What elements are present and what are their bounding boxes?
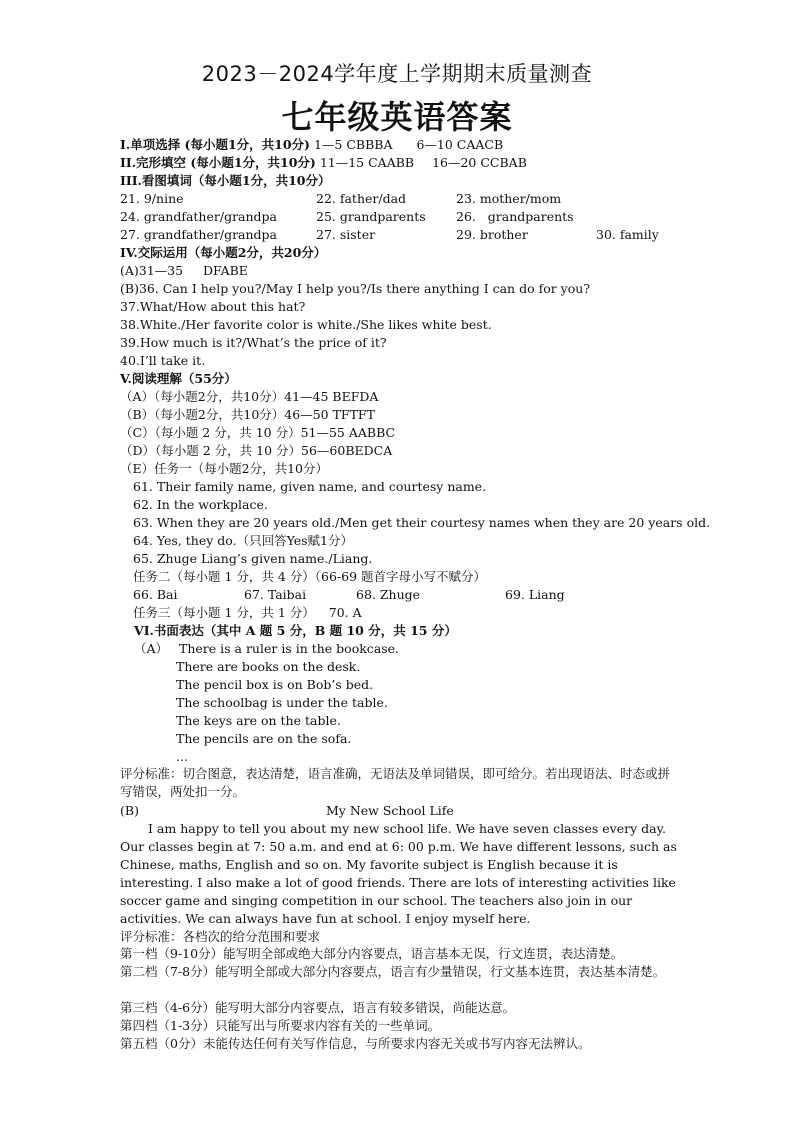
part3-cell: 21. 9/nine [120, 191, 184, 206]
exam-title: 2023－2024学年度上学期期末质量测查 [201, 62, 593, 86]
part5-line: 64. Yes, they do.（只回答Yes赋1分） [133, 533, 353, 548]
part6-a-line: There is a ruler is in the bookcase. [179, 641, 400, 656]
part1-answers-1: 1—5 CBBBA [313, 137, 393, 152]
part4-line: 38.White./Her favorite color is white./She likes white best. [120, 317, 492, 332]
part3-cell: 25. grandparents [316, 209, 426, 224]
part4-line: 40.I’ll take it. [120, 353, 206, 368]
part1-heading: I.单项选择 (每小题1分，共10分) [120, 137, 310, 152]
part5-line: （B）（每小题2分，共10分）46—50 TFTFT [120, 407, 375, 422]
part3-cell: 22. father/dad [316, 191, 407, 206]
part6-a-criteria: 评分标准：切合图意，表达清楚，语言准确，无语法及单词错误，即可给分。若出现语法、时态或拼写错误，两处扣一分。 [120, 766, 671, 799]
part6-a-line: There are books on the desk. [176, 659, 361, 674]
task2-answer: 67. Taibai [244, 587, 307, 602]
grade-item: 第三档（4-6分）能写明大部分内容要点，语言有较多错误，尚能达意。 [120, 1000, 516, 1015]
part5-line: （C）（每小题 2 分，共 10 分）51—55 AABBC [120, 425, 396, 440]
part3-cell: 27. sister [316, 227, 376, 242]
part5-line: （A）（每小题2分，共10分）41—45 BEFDA [120, 389, 379, 404]
part4-heading: IV.交际运用（每小题2分，共20分） [120, 245, 327, 260]
part2-heading: II.完形填空 (每小题1分，共10分) [120, 155, 316, 170]
part6-a-line: ... [176, 749, 188, 764]
grade-item: 第五档（0分）未能传达任何有关写作信息，与所要求内容无关或书写内容无法辨认。 [120, 1036, 591, 1051]
essay-title: My New School Life [326, 803, 454, 818]
part6-a-line: The schoolbag is under the table. [176, 695, 388, 710]
part5-line: （E）任务一（每小题2分，共10分） [120, 461, 328, 476]
task3-label: 任务三（每小题 1 分，共 1 分） [133, 605, 315, 620]
grade-item: 第二档（7-8分）能写明全部或大部分内容要点，语言有少量错误，行文基本连贯，表达基本清楚。 [120, 964, 666, 979]
part5-line: 任务二（每小题 1 分，共 4 分）（66-69 题首字母小写不赋分） [133, 569, 487, 584]
part3-cell: 27. grandfather/grandpa [120, 227, 278, 242]
part5-heading: V.阅读理解（55分） [120, 371, 237, 386]
part5-line: 65. Zhuge Liang’s given name./Liang. [133, 551, 373, 566]
task3-line [133, 605, 362, 621]
part6-a-line: The keys are on the table. [176, 713, 341, 728]
part4-line: 39.How much is it?/What’s the price of it? [120, 335, 387, 350]
part1-answers-2: 6—10 CAACB [416, 137, 504, 152]
part5-line: 62. In the workplace. [133, 497, 268, 512]
answer-title: 七年级英语答案 [281, 98, 513, 136]
grade-item: 第四档（1-3分）只能写出与所要求内容有关的一些单词。 [120, 1018, 441, 1033]
part4-line: 37.What/How about this hat? [120, 299, 306, 314]
part3-cell: 23. mother/mom [456, 191, 562, 206]
part3-cell: 30. family [596, 227, 659, 242]
task2-answer: 69. Liang [505, 587, 565, 602]
part4-line: (B)36. Can I help you?/May I help you?/Is there anything I can do for you? [120, 281, 591, 296]
task3-answer: 70. A [328, 605, 362, 620]
part6-a-line: The pencils are on the sofa. [176, 731, 352, 746]
part5-line: （D）（每小题 2 分，共 10 分）56—60BEDCA [120, 443, 393, 458]
task2-answer: 66. Bai [133, 587, 178, 602]
part2-line [120, 155, 527, 171]
part6-b-label: (B) [120, 803, 139, 818]
part3-heading: III.看图填词（每小题1分，共10分） [120, 173, 331, 188]
part5-line: 61. Their family name, given name, and courtesy name. [133, 479, 487, 494]
part3-cell: 29. brother [456, 227, 528, 242]
part6-heading: VI.书面表达（其中 A 题 5 分，B 题 10 分，共 15 分） [134, 623, 457, 638]
grade-item: 第一档（9-10分）能写明全部或绝大部分内容要点，语言基本无误，行文连贯，表达清楚。 [120, 946, 624, 961]
part4-line: (A)31—35 DFABE [120, 263, 248, 278]
part2-answers-2: 16—20 CCBAB [432, 155, 527, 170]
part5-line: 63. When they are 20 years old./Men get their courtesy names when they are 20 years old. [133, 515, 711, 530]
task2-answer: 68. Zhuge [356, 587, 421, 602]
part1-line [120, 137, 503, 153]
part6-a-label: （A） [134, 641, 169, 656]
essay-body: I am happy to tell you about my new school life. We have seven classes every day. Our classes begin at 7: 50 a.m. and end at 6: 00 p.m. We have different lessons, such as Chinese, maths, English and so on. My favorite subject is English because it is interesting. I also make a lot of good friends. There are lots of interesting activities like soccer game and singing competition in our school. The teachers also join in our activities. We can always have fun at school. I enjoy myself here. [120, 821, 677, 926]
part3-cell: 24. grandfather/grandpa [120, 209, 278, 224]
part6-a-line: The pencil box is on Bob’s bed. [176, 677, 374, 692]
part2-answers-1: 11—15 CAABB [319, 155, 415, 170]
part3-cell: 26. grandparents [456, 209, 574, 224]
part6-b-criteria-title: 评分标准：各档次的给分范围和要求 [120, 929, 321, 944]
